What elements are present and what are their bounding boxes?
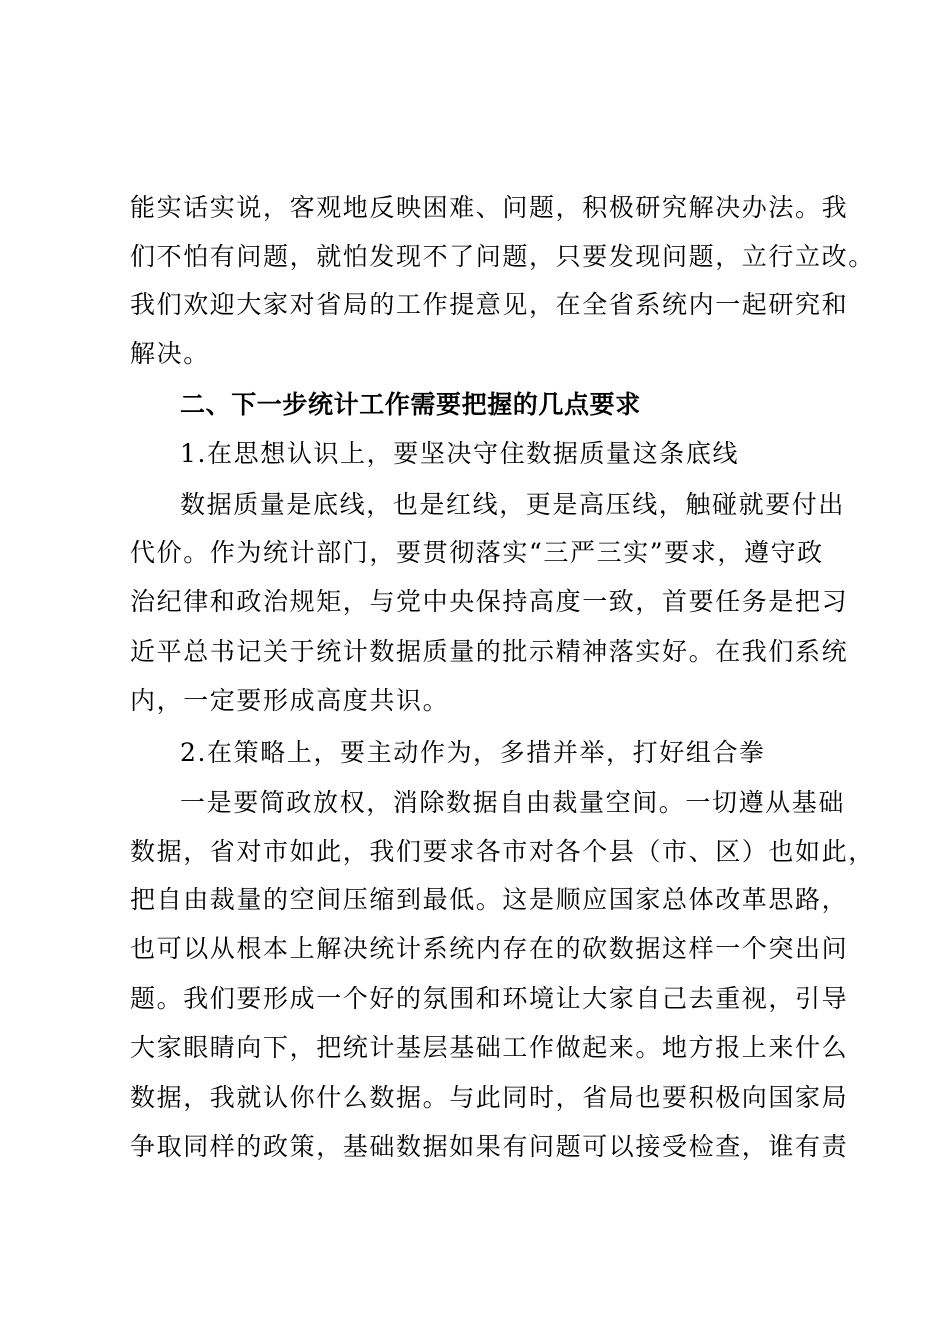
paragraph-line: 数据质量是底线，也是红线，更是高压线，触碰就要付出 [180,490,846,519]
paragraph-line: 近平总书记关于统计数据质量的批示精神落实好。在我们系统 [130,637,849,666]
paragraph-line: 争取同样的政策，基础数据如果有问题可以接受检查，谁有责 [130,1132,849,1161]
paragraph-line: 数据，省对市如此，我们要求各市对各个县（市、区）也如此， [130,837,875,866]
paragraph-line: 也可以从根本上解决统计系统内存在的砍数据这样一个突出问 [130,934,849,963]
paragraph-line: 我们欢迎大家对省局的工作提意见，在全省系统内一起研究和 [130,290,849,319]
paragraph-line: 们不怕有问题，就怕发现不了问题，只要发现问题，立行立改。 [130,242,875,271]
paragraph-line: 数据，我就认你什么数据。与此同时，省局也要积极向国家局 [130,1083,849,1112]
paragraph-line: 大家眼睛向下，把统计基层基础工作做起来。地方报上来什么 [130,1033,849,1062]
subsection-heading: 2.在策略上，要主动作为，多措并举，打好组合拳 [180,738,766,767]
paragraph-line: 内，一定要形成高度共识。 [130,686,450,715]
paragraph-line: 代价。作为统计部门，要贯彻落实“三严三实”要求，遵守政 [130,538,824,567]
paragraph-line: 一是要简政放权，消除数据自由裁量空间。一切遵从基础 [180,788,846,817]
paragraph-line: 题。我们要形成一个好的氛围和环境让大家自己去重视，引导 [130,984,849,1013]
section-heading: 二、下一步统计工作需要把握的几点要求 [180,390,641,419]
paragraph-line: 解决。 [130,339,210,368]
paragraph-line: 治纪律和政治规矩，与党中央保持高度一致，首要任务是把习 [130,587,849,616]
paragraph-line: 把自由裁量的空间压缩到最低。这是顺应国家总体改革思路， [130,885,849,914]
subsection-heading: 1.在思想认识上，要坚决守住数据质量这条底线 [180,439,740,468]
paragraph-line: 能实话实说，客观地反映困难、问题，积极研究解决办法。我 [130,193,849,222]
